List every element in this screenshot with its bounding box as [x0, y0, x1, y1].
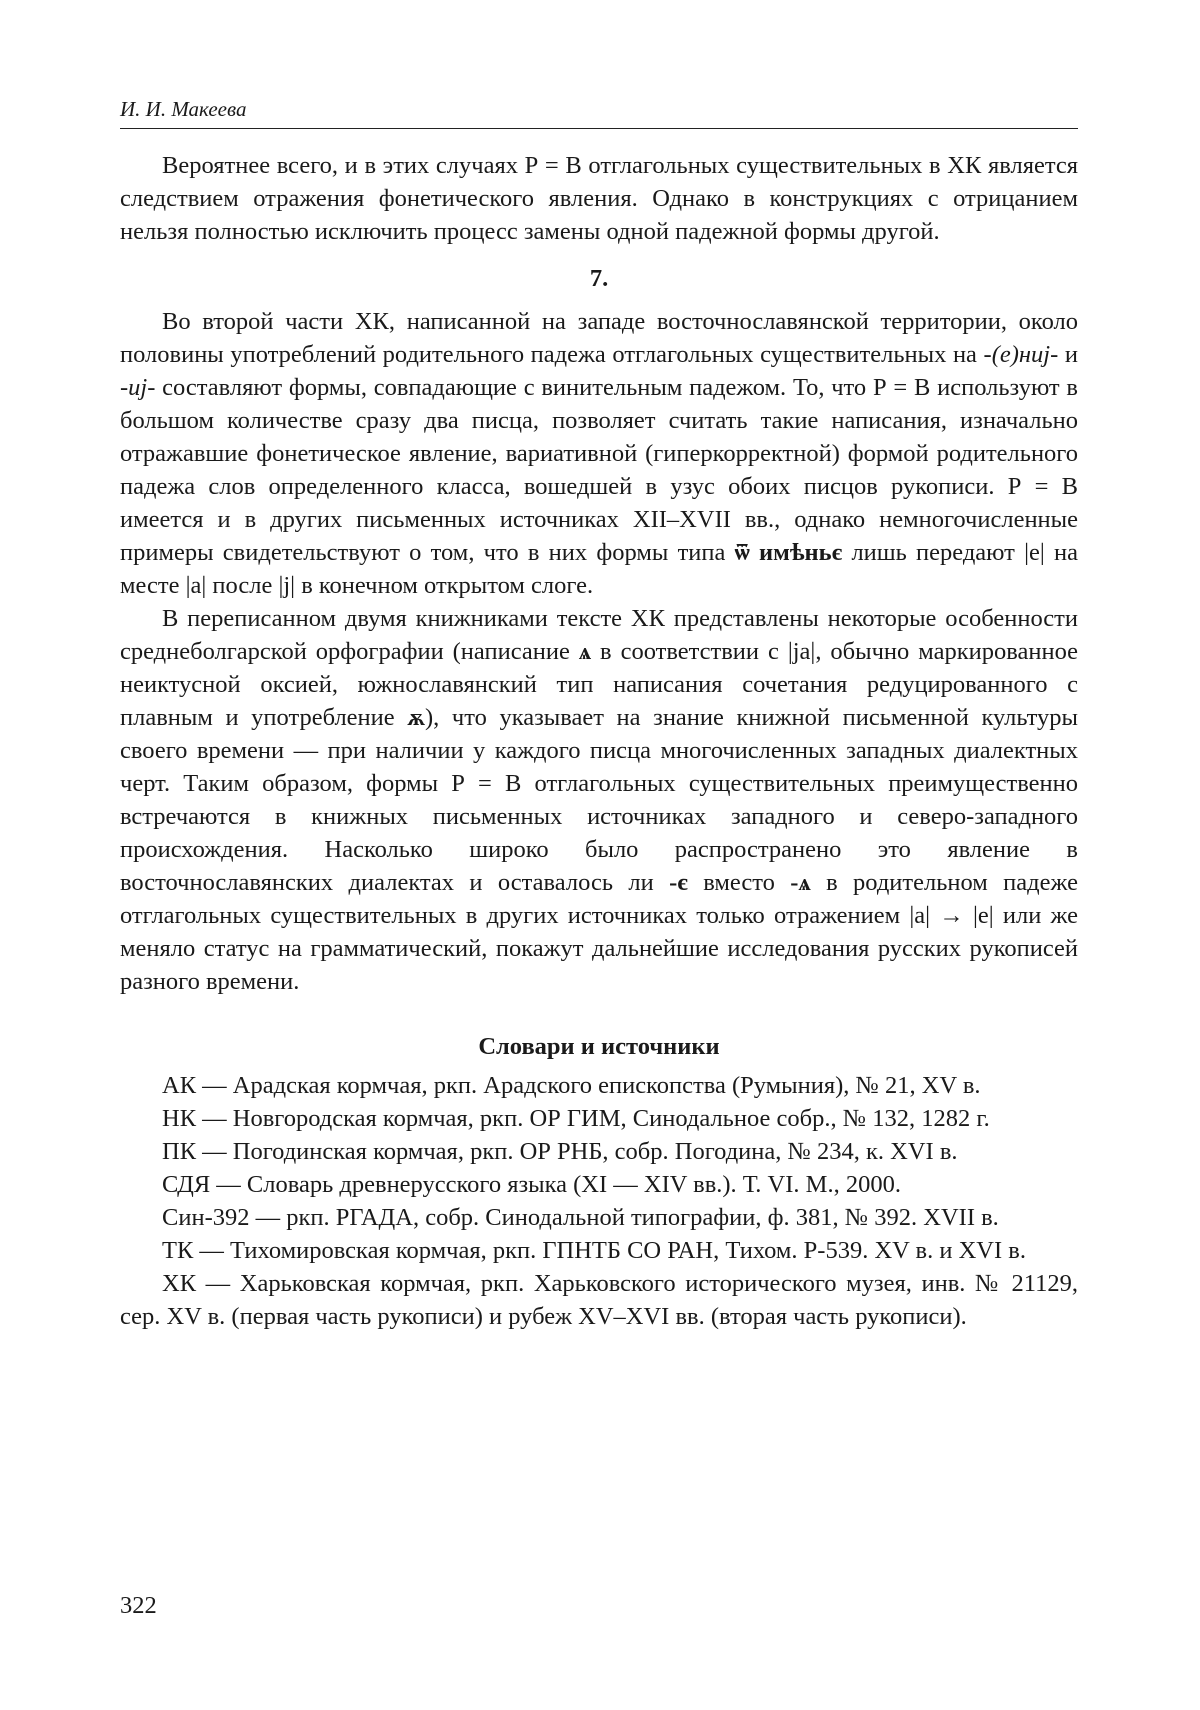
- reference-item: Син-392 — ркп. РГАДА, собр. Синодальной типографии, ф. 381, № 392. XVII в.: [162, 1204, 999, 1231]
- paragraph-3: [120, 602, 1078, 998]
- old-slavonic-example: ѿ имѣньє: [734, 539, 843, 566]
- references-list: [120, 1069, 1078, 1333]
- paragraph-1: Вероятнее всего, и в этих случаях Р = В отглагольных существительных в ХК является следствием отражения фонетического явления. Однако в конструкциях с отрицанием нельзя полностью исключить процесс замены одной падежной формы другой.: [120, 152, 1078, 245]
- ending-ya: -ѧ: [790, 869, 811, 896]
- reference-item: ПК — Погодинская кормчая, ркп. ОР РНБ, собр. Погодина, № 234, к. XVI в.: [162, 1138, 958, 1165]
- paragraph-3-text: ), что указывает на знание книжной письменной культуры своего времени — при наличии у каждого писца многочисленных западных диалектных черт. Таким образом, формы Р = В отглагольных существительных преимущественно встречаются в книжных письменных источниках западного и северо-западного происхождения. Насколько широко было распространено это явление в восточнославянских диалектах и оставалось ли: [120, 704, 1078, 896]
- paragraph-3-text: В переписанном двумя книжниками тексте ХК представлены некоторые особенности среднеболгарской орфографии (написание: [120, 605, 1078, 665]
- references-title: Словари и источники: [478, 1033, 720, 1060]
- letter-big-yus: ѫ: [407, 704, 426, 731]
- paragraph-2-text: и: [1058, 341, 1078, 368]
- paragraph-3-text: в родительном падеже отглагольных существительных в других источниках только отражением |а| → |е| или же меняло статус на грамматический, покажут дальнейшие исследования русских рукописей разного времени.: [120, 869, 1078, 995]
- paragraph-3-text: в соответствии с |jа|, обычно маркированное неиктусной оксией, южнославянский тип написания сочетания редуцированного с плавным и употребление: [120, 638, 1079, 731]
- paragraph-3-text: вместо: [687, 869, 791, 896]
- section-number: 7.: [589, 265, 609, 292]
- reference-item: СДЯ — Словарь древнерусского языка (XI — XIV вв.). Т. VI. М., 2000.: [162, 1171, 901, 1198]
- suffix-enij: -(е)ниj-: [983, 341, 1059, 368]
- paragraph-2-text: лишь передают |е| на месте |а| после |j| в конечном открытом слоге.: [120, 539, 1079, 599]
- running-head: И. И. Макеева: [120, 96, 1078, 129]
- page-number: 322: [120, 1592, 157, 1619]
- ending-e: -є: [669, 869, 688, 896]
- page-body: [120, 96, 1078, 1333]
- reference-item: ТК — Тихомировская кормчая, ркп. ГПНТБ СО РАН, Тихом. Р-539. XV в. и XVI в.: [162, 1237, 1026, 1264]
- letter-small-yus: ѧ: [578, 638, 592, 665]
- paragraph-2-text: составляют формы, совпадающие с винительным падежом. То, что Р = В используют в большом количестве сразу два писца, позволяет считать такие написания, изначально отражавшие фонетическое явление, вариативной (гиперкорректной) формой родительного падежа слов определенного класса, вошедшей в узус обоих писцов рукописи. Р = В имеется и в других письменных источниках XII–XVII вв., однако немногочисленные примеры свидетельствуют о том, что в них формы типа: [120, 374, 1078, 566]
- suffix-ij: -иj-: [120, 374, 156, 401]
- reference-item: АК — Арадская кормчая, ркп. Арадского епископства (Румыния), № 21, XV в.: [162, 1072, 981, 1099]
- reference-item: НК — Новгородская кормчая, ркп. ОР ГИМ, Синодальное собр., № 132, 1282 г.: [162, 1105, 990, 1132]
- paragraph-2: [120, 305, 1078, 602]
- paragraph-2-text: Во второй части ХК, написанной на западе восточнославянской территории, около половины употреблений родительного падежа отглагольных существительных на: [120, 308, 1078, 368]
- reference-item: ХК — Харьковская кормчая, ркп. Харьковского исторического музея, инв. № 21129, сер. XV в. (первая часть рукописи) и рубеж XV–XVI вв. (вторая часть рукописи).: [120, 1270, 1078, 1330]
